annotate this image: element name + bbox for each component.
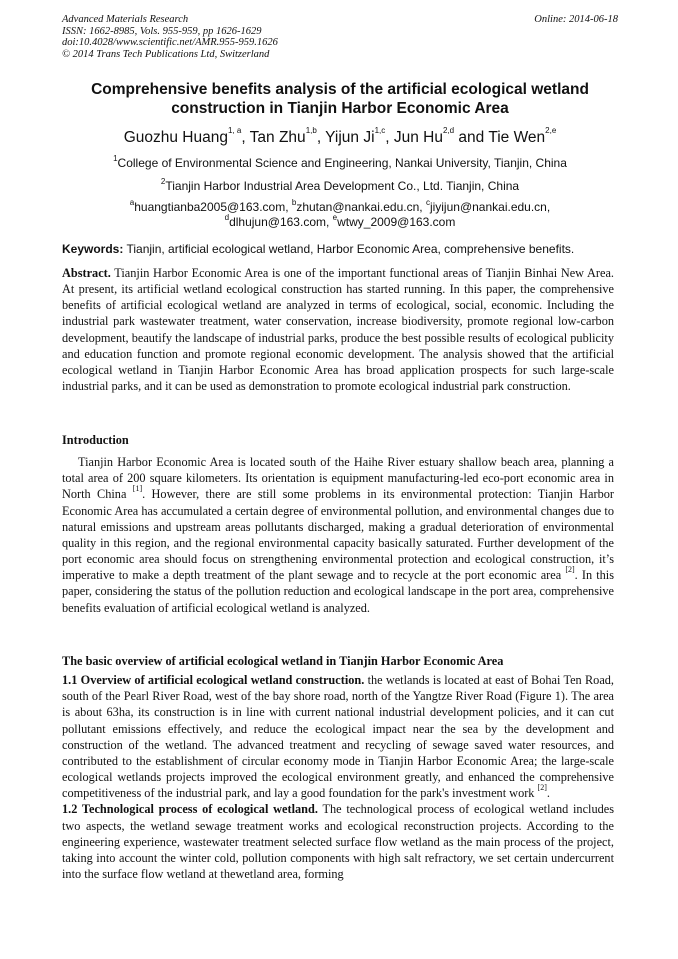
email-mark: b <box>291 198 297 207</box>
introduction-text: Tianjin Harbor Economic Area is located south of the Haihe River estuary shallow beach area, planning a total area of 200 square kilometers. Its orientation is equipment manufacturing-led eco-port economic area in North China <box>62 455 614 502</box>
author-name: Tan Zhu <box>249 129 306 146</box>
title-line-2: construction in Tianjin Harbor Economic Area <box>171 100 509 117</box>
author-name: Tie Wen <box>488 129 546 146</box>
author-affiliation-mark: 2,e <box>545 126 557 135</box>
author-affiliation-mark: 1, a <box>227 126 242 135</box>
issn-line: ISSN: 1662-8985, Vols. 955-959, pp 1626-1629 <box>62 25 262 37</box>
introduction-section <box>62 432 614 616</box>
citation-ref[interactable]: [2] <box>565 565 575 575</box>
keywords-text: Tianjin, artificial ecological wetland, Harbor Economic Area, comprehensive benefits. <box>123 242 575 256</box>
journal-name: Advanced Materials Research <box>62 14 189 25</box>
subsection-1-1-label: 1.1 Overview of artificial ecological wetland construction. <box>62 673 365 688</box>
subsection-1-2-text: The technological process of ecological wetland includes two aspects, the wetland sewage treatment works and ecological reconstruction projects. According to the engineering experience, wastewater treatment selected surface flow wetland as the main process of the project, taking into account the winter cold, pollution components with high salt refractory, we set certain undercurrent into the surface flow wetland at thewetland area, forming <box>62 802 614 882</box>
copyright-line: © 2014 Trans Tech Publications Ltd, Switzerland <box>62 48 270 60</box>
email-address[interactable]: jiyijun@nankai.edu.cn, <box>429 200 551 214</box>
abstract-text: Tianjin Harbor Economic Area is one of the important functional areas of Tianjin Binhai New Area. At present, its artificial wetland ecological construction has started running. In this paper, the comprehensive benefits of artificial ecological wetland are analyzed in terms of ecological, social, economic. Including the industrial park wastewater treatment, water conservation, increase biodiversity, promote regional low-carbon development, beautify the landscape of industrial parks, produce the best possible results of ecological publicity and education function and promote regional economic development. The analysis showed that the artificial ecological wetland in Tianjin Harbor Economic Area has broad application prospects for such large-scale industrial parks, and it can be used as demonstration to promote ecological industrial park construction. <box>62 266 614 394</box>
email-line-2 <box>62 215 618 230</box>
author-separator: , <box>241 129 250 146</box>
author-separator: and <box>454 129 489 146</box>
introduction-text: . In this paper, considering the status of the pollution reduction and ecological landscape in the port area, comprehensive benefits evaluation of artificial ecological wetland is analyzed. <box>62 568 615 615</box>
author-name: Jun Hu <box>393 129 443 146</box>
email-address[interactable]: wtwy_2009@163.com <box>337 215 456 229</box>
subsection-1-1 <box>62 672 614 801</box>
author-affiliation-mark: 1,c <box>374 126 386 135</box>
author-separator: , <box>385 129 394 146</box>
affiliation-text: Tianjin Harbor Industrial Area Development Co., Ltd. Tianjin, China <box>165 179 520 193</box>
author-list <box>62 128 618 147</box>
title-line-1: Comprehensive benefits analysis of the artificial ecological wetland <box>91 81 589 98</box>
abstract <box>62 265 614 394</box>
author-affiliation-mark: 2,d <box>442 126 455 135</box>
introduction-heading: Introduction <box>62 433 129 447</box>
citation-ref[interactable]: [2] <box>537 783 547 793</box>
abstract-label: Abstract. <box>62 266 111 280</box>
keywords-label: Keywords: <box>62 242 124 256</box>
email-line-1 <box>62 200 618 215</box>
subsection-1-1-end: . <box>546 786 550 801</box>
journal-header <box>62 14 618 60</box>
citation-ref[interactable]: [1] <box>132 484 143 494</box>
overview-section <box>62 653 614 882</box>
subsection-1-2-label: 1.2 Technological process of ecological wetland. <box>62 802 318 817</box>
email-address[interactable]: huangtianba2005@163.com, <box>134 200 292 214</box>
email-mark: a <box>129 198 135 207</box>
email-list <box>62 200 618 230</box>
affiliation-text: College of Environmental Science and Engineering, Nankai University, Tianjin, China <box>117 156 567 170</box>
email-mark: c <box>425 198 430 207</box>
subsection-1-1-text: the wetlands is located at east of Bohai Ten Road, south of the Pearl River Road, west of the bay shore road, north of the Yangtze River Road (Figure 1). The area is about 63ha, its construction is in line with current national industrial development policies, and it can cut pollutant emissions effectively, and reduce the ecological impact near the sea by the development and construction of the wetland. The advanced treatment and recycling of sewage saved water resources, and contributed to the establishment of circular economy mode in Tianjin Harbor Economic Area; the large-scale ecological wetlands projects improved the ecological environment greatly, and enhanced the comprehensive competitiveness of the industrial park, and lay a good foundation for the park's investment work <box>62 673 614 801</box>
paper-title <box>62 80 618 118</box>
email-address[interactable]: dlhujun@163.com, <box>229 215 333 229</box>
author-name: Guozhu Huang <box>123 129 228 146</box>
doi-line: doi:10.4028/www.scientific.net/AMR.955-959.1626 <box>62 37 278 48</box>
introduction-paragraph <box>62 454 614 616</box>
author-affiliation-mark: 1,b <box>305 126 317 135</box>
author-separator: , <box>316 129 326 146</box>
email-mark: e <box>332 213 338 222</box>
keywords <box>62 242 618 257</box>
introduction-text: . However, there are still some problems in its environmental protection: Tianjin Harbor Economic Area has accumulated a certain degree of environmental pollution, and environmental changes due to natural emissions and upstream areas pollutants discharged, making a gradual deterioration of environmental quality in this region, and the regional environmental capacity basically saturated. Further development of the port economic area should focus on strengthening environmental protection and ecological construction, it’s imperative to make a depth treatment of the plant sewage and to recycle at the port economic area <box>62 487 614 583</box>
subsection-1-2 <box>62 801 614 882</box>
online-date: Online: 2014-06-18 <box>534 14 618 25</box>
affiliation-2 <box>62 179 618 194</box>
affiliation-mark: 1 <box>113 154 118 163</box>
affiliation-mark: 2 <box>160 177 166 186</box>
overview-heading: The basic overview of artificial ecological wetland in Tianjin Harbor Economic Area <box>62 654 504 668</box>
email-mark: d <box>224 213 230 222</box>
author-name: Yijun Ji <box>325 129 375 146</box>
email-address[interactable]: zhutan@nankai.edu.cn, <box>296 200 426 214</box>
affiliation-1 <box>62 156 618 171</box>
